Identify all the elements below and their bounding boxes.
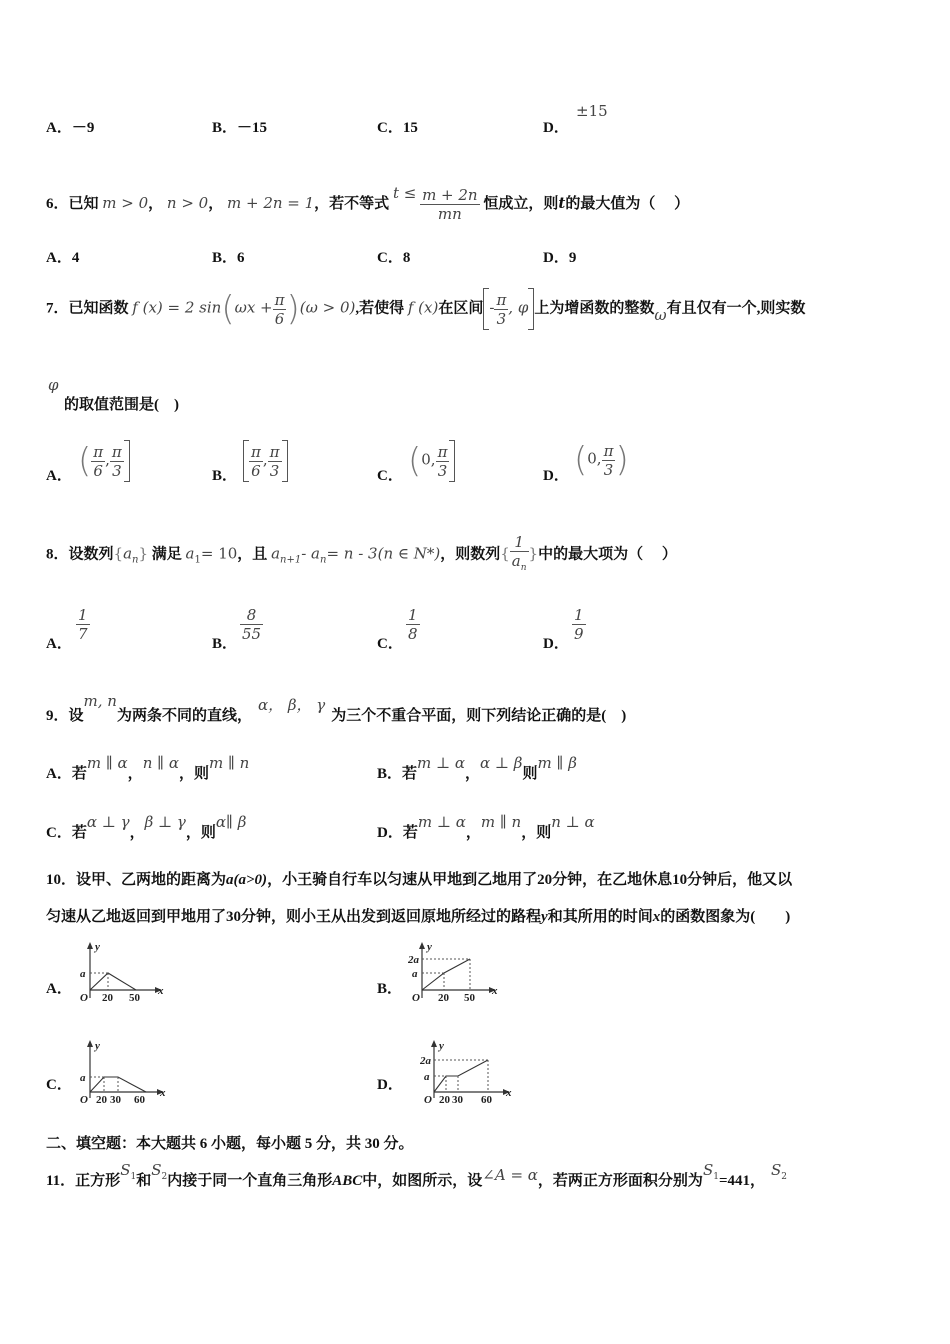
q10-x: x bbox=[652, 909, 661, 925]
q10-line1 bbox=[46, 868, 792, 889]
q10-d-t20: 20 bbox=[439, 1094, 450, 1105]
q10-l1d: 分钟后，他又以 bbox=[687, 872, 793, 888]
q9-b-comma: ， bbox=[465, 766, 481, 782]
q7-f-left: f (x) = 2 sin bbox=[132, 298, 222, 317]
q8-an-sub: n bbox=[132, 554, 139, 566]
q10-d-t30: 30 bbox=[452, 1094, 463, 1105]
q7-b-n2: π bbox=[269, 442, 280, 461]
q9-mn: m, n bbox=[83, 692, 117, 710]
q5-option-d: D． bbox=[543, 120, 569, 136]
q7-option-c-label: C． bbox=[377, 468, 403, 484]
q8-option-d bbox=[572, 606, 586, 643]
q9-c-then: ，则 bbox=[185, 825, 216, 841]
q9-b1: m ⊥ α bbox=[417, 754, 466, 772]
q8-prefix: 8．设数列 bbox=[46, 546, 114, 563]
q8-option-a bbox=[76, 606, 90, 643]
q6-prefix: 6．已知 bbox=[46, 195, 99, 212]
q11-angle: ∠A = α bbox=[482, 1166, 538, 1184]
q10-t3: 30 bbox=[226, 909, 242, 925]
q7-d-n: π bbox=[603, 441, 614, 460]
q7-a-frac2 bbox=[110, 443, 124, 480]
q6-suffix-b: 的最大值为（ ） bbox=[565, 195, 690, 212]
q7-option-d: (0, $\frac{\pi}{3}$ ) bbox=[574, 440, 629, 480]
q5-option-a: A．－9 bbox=[46, 120, 95, 136]
q6-num: m + 2n bbox=[422, 186, 478, 204]
q11-mid3: ，若两正方形面积分别为 bbox=[537, 1173, 703, 1189]
q10-c-a: a bbox=[80, 1072, 86, 1084]
q7-b-frac1 bbox=[249, 443, 263, 480]
q7-neg: - bbox=[489, 298, 495, 317]
q7-c-frac bbox=[436, 443, 450, 480]
q9-d3: n ⊥ α bbox=[551, 813, 595, 831]
q7-wx: ωx + bbox=[234, 298, 273, 317]
q9-b2: α ⊥ β bbox=[480, 754, 523, 772]
q10-d-xlabel: x bbox=[506, 1087, 512, 1099]
q9-planes: α， β， γ bbox=[257, 696, 326, 714]
q8-a-d: 7 bbox=[78, 625, 88, 643]
q7-a-d2: 3 bbox=[112, 461, 122, 480]
q10-b-a: a bbox=[412, 968, 418, 980]
q7-mid3: 上为增函数的整数 bbox=[534, 300, 655, 317]
q10-l1c: 分钟，在乙地休息 bbox=[552, 872, 673, 888]
q10-b-ylabel: y bbox=[427, 941, 432, 953]
q10-b-t20: 20 bbox=[438, 992, 449, 1004]
q7-cond: (ω > 0) bbox=[299, 298, 356, 317]
q7-d-frac bbox=[602, 442, 616, 479]
q7-pi-over-3 bbox=[494, 291, 508, 328]
q11-and: 和 bbox=[136, 1173, 152, 1189]
q7-a-frac1 bbox=[91, 443, 105, 480]
q9-mid1: 为两条不同的直线， bbox=[116, 708, 252, 724]
q10-graph-d bbox=[420, 1040, 520, 1105]
q11-s1: S bbox=[120, 1161, 131, 1179]
q7-option-b-label: B． bbox=[212, 468, 238, 484]
q8-rec-cond: (n ∈ N*) bbox=[377, 544, 441, 563]
q10-c-t30: 30 bbox=[110, 1094, 121, 1105]
q8-option-d-label: D． bbox=[543, 636, 569, 652]
q7-a-n1: π bbox=[93, 442, 104, 461]
q9-c2: β ⊥ γ bbox=[144, 813, 186, 831]
q10-y: y bbox=[541, 909, 548, 925]
q6-option-c: C．8 bbox=[377, 250, 411, 266]
q11-prefix: 11．正方形 bbox=[46, 1173, 121, 1189]
q10-l2c: 和其所用的时间 bbox=[547, 909, 653, 925]
q5-option-c: C．15 bbox=[377, 120, 418, 136]
q9-c1: α ⊥ γ bbox=[86, 813, 130, 831]
q9-b3: m ∥ β bbox=[537, 754, 577, 772]
q7-d-d: 3 bbox=[603, 460, 614, 479]
q7-mid4: 有且仅有一个,则实数 bbox=[666, 300, 806, 317]
q9-d-label: D．若 bbox=[377, 825, 418, 841]
q7-omega: ω bbox=[654, 306, 667, 325]
q10-a-t20: 20 bbox=[102, 992, 113, 1004]
q8-mid3: ，则数列 bbox=[440, 546, 501, 563]
q7-option-c: (0, $\frac{\pi}{3}$ bbox=[408, 440, 455, 482]
q10-a-o: O bbox=[80, 992, 88, 1004]
q10-c-t60: 60 bbox=[134, 1094, 145, 1105]
q7-pi-over-6 bbox=[273, 291, 287, 328]
q6-cond3: m + 2n = 1 bbox=[226, 193, 315, 212]
q8-rec: a bbox=[271, 544, 281, 563]
q5-option-d-math: ±15 bbox=[576, 102, 608, 120]
q8-option-a-label: A． bbox=[46, 636, 72, 652]
q11-s2-b-sub: 2 bbox=[781, 1172, 788, 1182]
q9-a1: m ∥ α bbox=[86, 754, 128, 772]
q7-line2: 的取值范围是( ) bbox=[64, 397, 179, 413]
q9-a3: m ∥ n bbox=[208, 754, 250, 772]
q11-s2-b: S bbox=[771, 1161, 782, 1179]
q10-a-ylabel: y bbox=[95, 941, 100, 953]
q6-den: mn bbox=[437, 205, 462, 223]
q7-c-n: π bbox=[437, 442, 448, 461]
q7-phi-symbol: φ bbox=[48, 376, 59, 394]
q8-rec-sub: n+1 bbox=[280, 554, 302, 566]
q7-mid1: ,若使得 bbox=[355, 300, 405, 317]
q10-b-2a: 2a bbox=[408, 954, 419, 966]
q8-bn: 1 bbox=[510, 533, 529, 552]
q8-a1-sub: 1 bbox=[194, 554, 201, 566]
q9-mid2: 为三个不重合平面，则下列结论正确的是( ) bbox=[331, 708, 627, 724]
q8-rec-mid: - a bbox=[301, 544, 320, 563]
q6-cond1: m > 0 bbox=[102, 193, 149, 212]
q7-option-b: $\frac{\pi}{6}$ , $\frac{\pi}{3}$ bbox=[243, 440, 288, 482]
q10-graph-c bbox=[76, 1040, 176, 1105]
q9-a2: n ∥ α bbox=[142, 754, 179, 772]
q7-c-zero: 0, bbox=[421, 450, 436, 469]
q8-c-n: 1 bbox=[408, 606, 418, 624]
q10-option-b-label: B． bbox=[377, 981, 403, 997]
q10-line2 bbox=[46, 905, 790, 926]
q10-l2d: 的函数图象为( ) bbox=[660, 909, 791, 925]
q8-d-n: 1 bbox=[574, 606, 584, 624]
q9-c-comma: ， bbox=[129, 825, 145, 841]
q10-l2a: 匀速从乙地返回到甲地用了 bbox=[46, 909, 227, 925]
q10-l1a: 10．设甲、乙两地的距离为 bbox=[46, 872, 227, 888]
q7-three: 3 bbox=[496, 309, 507, 328]
q6-stem bbox=[46, 183, 690, 223]
q10-d-o: O bbox=[424, 1094, 432, 1105]
q10-l1b: ，小王骑自行车以匀速从甲地到乙地用了 bbox=[267, 872, 538, 888]
q10-option-d-label: D． bbox=[377, 1077, 403, 1093]
q9-option-d bbox=[377, 813, 595, 842]
q8-mid2: ，且 bbox=[237, 546, 268, 563]
q10-t1: 20 bbox=[537, 872, 553, 888]
q9-option-b bbox=[377, 754, 577, 783]
q7-option-a-label: A． bbox=[46, 468, 72, 484]
q10-t2: 10 bbox=[672, 872, 688, 888]
q7-a-n2: π bbox=[111, 442, 122, 461]
q7-option-a: ( $\frac{\pi}{6}$ , $\frac{\pi}{3}$ bbox=[78, 440, 130, 482]
q7-pi-2: π bbox=[496, 290, 507, 309]
q9-option-c bbox=[46, 813, 247, 842]
q9-d1: m ⊥ α bbox=[417, 813, 466, 831]
q10-a-t50: 50 bbox=[129, 992, 140, 1004]
q9-c3: α∥ β bbox=[215, 813, 247, 831]
q11-s2: S bbox=[151, 1161, 162, 1179]
q7-pi: π bbox=[274, 290, 285, 309]
q9-d-then: ，则 bbox=[521, 825, 552, 841]
q7-b-frac2 bbox=[268, 443, 282, 480]
q11-stem bbox=[46, 1161, 788, 1192]
q10-c-ylabel: y bbox=[95, 1040, 100, 1052]
q8-bd: a bbox=[511, 552, 521, 570]
q10-l2b: 分钟，则小王从出发到返回原地所经过的路程 bbox=[241, 909, 542, 925]
q8-stem: 8．设数列$\{a_n\}$ 满足 $a_1= 10$，且 $a_{n+1}-$ $a_n= n - 3(n$ ∈ N*)，则数列{ $\frac{1}{a_n}$ }中的最大项为（ ） bbox=[46, 533, 677, 577]
q7-option-d-label: D． bbox=[543, 468, 569, 484]
q6-t: t bbox=[558, 193, 566, 212]
q11-s1-b: S bbox=[702, 1161, 714, 1179]
q8-mid1: 满足 bbox=[151, 546, 182, 563]
q8-d-d: 9 bbox=[574, 625, 584, 643]
q9-b-then: 则 bbox=[522, 766, 538, 782]
q9-a-comma: ， bbox=[127, 766, 143, 782]
q10-d-2a: 2a bbox=[420, 1055, 431, 1067]
q8-a1-val: = 10 bbox=[200, 544, 238, 563]
q7-d-zero: 0, bbox=[587, 449, 602, 468]
q7-b-d2: 3 bbox=[269, 461, 280, 480]
q8-option-b-label: B． bbox=[212, 636, 238, 652]
q8-suffix: 中的最大项为（ ） bbox=[538, 546, 677, 563]
q6-sep1: ， bbox=[148, 195, 164, 212]
q10-b-t50: 50 bbox=[464, 992, 475, 1004]
q8-a1: a bbox=[185, 544, 195, 563]
q8-b-d: 55 bbox=[242, 625, 262, 643]
q8-rec-val: = n - 3 bbox=[326, 544, 378, 563]
q10-option-a-label: A． bbox=[46, 981, 72, 997]
q9-c-label: C．若 bbox=[46, 825, 87, 841]
q10-b-o: O bbox=[412, 992, 420, 1004]
q7-a-d1: 6 bbox=[93, 461, 103, 480]
q6-option-b: B．6 bbox=[212, 250, 245, 266]
q11-s1-b-sub: 1 bbox=[713, 1172, 719, 1182]
q7-mid2: 在区间 bbox=[438, 300, 484, 317]
q7-prefix: 7．已知函数 bbox=[46, 300, 129, 317]
q7-b-n1: π bbox=[251, 442, 261, 461]
q8-c-d: 8 bbox=[408, 625, 418, 643]
q9-a-then: ，则 bbox=[178, 766, 209, 782]
q11-mid2: 中，如图所示，设 bbox=[362, 1173, 483, 1189]
q10-a-a: a bbox=[80, 968, 86, 980]
q8-an: a bbox=[123, 544, 133, 563]
q6-t-le: t ≤ bbox=[392, 183, 417, 202]
q8-option-b bbox=[240, 606, 263, 643]
q7-six: 6 bbox=[274, 309, 285, 328]
q10-a-expr: a(a>0) bbox=[226, 872, 268, 888]
q10-b-xlabel: x bbox=[492, 985, 498, 997]
q6-sep2: ， bbox=[208, 195, 224, 212]
q8-option-c-label: C． bbox=[377, 636, 403, 652]
q9-d-comma: ， bbox=[465, 825, 481, 841]
q8-a-n: 1 bbox=[78, 606, 88, 624]
q6-suffix-a: 恒成立，则 bbox=[483, 195, 559, 212]
section-2-heading: 二、填空题：本大题共 6 小题，每小题 5 分，共 30 分。 bbox=[46, 1136, 414, 1152]
q7-phi: , φ bbox=[508, 298, 529, 317]
q7-c-d: 3 bbox=[437, 461, 448, 480]
q11-mid1: 内接于同一个直角三角形 bbox=[167, 1173, 333, 1189]
q8-option-c bbox=[406, 606, 420, 643]
q6-cond2: n > 0 bbox=[166, 193, 209, 212]
q9-option-a bbox=[46, 754, 250, 783]
q10-c-t20: 20 bbox=[96, 1094, 107, 1105]
q8-rec-sub2: n bbox=[319, 554, 327, 566]
q8-b-n: 8 bbox=[240, 606, 263, 625]
q8-frac bbox=[510, 533, 529, 577]
q9-d2: m ∥ n bbox=[480, 813, 522, 831]
q8-bd-sub: n bbox=[520, 563, 527, 573]
q9-prefix: 9．设 bbox=[46, 708, 84, 724]
q10-graph-a bbox=[76, 940, 176, 1005]
q10-d-a: a bbox=[424, 1071, 430, 1083]
q11-val: =441， bbox=[718, 1173, 766, 1189]
q10-c-o: O bbox=[80, 1094, 88, 1105]
q11-abc: ABC bbox=[332, 1173, 363, 1189]
q10-d-t60: 60 bbox=[481, 1094, 492, 1105]
q9-a-label: A．若 bbox=[46, 766, 87, 782]
q7-fx: f (x) bbox=[407, 298, 439, 317]
q6-option-a: A．4 bbox=[46, 250, 80, 266]
q6-option-d: D．9 bbox=[543, 250, 577, 266]
q10-c-xlabel: x bbox=[160, 1087, 166, 1099]
q10-d-ylabel: y bbox=[439, 1040, 444, 1052]
q11-s2-sub: 2 bbox=[161, 1172, 168, 1182]
q6-mid: ，若不等式 bbox=[314, 195, 390, 212]
q7-b-d1: 6 bbox=[251, 461, 261, 480]
q9-b-label: B．若 bbox=[377, 766, 418, 782]
q6-fraction bbox=[420, 186, 480, 223]
q9-stem bbox=[46, 692, 627, 725]
q10-a-xlabel: x bbox=[158, 985, 164, 997]
q11-s1-sub: 1 bbox=[130, 1172, 137, 1182]
q10-graph-b bbox=[408, 940, 508, 1005]
q10-option-c-label: C． bbox=[46, 1077, 72, 1093]
q5-option-b: B．－15 bbox=[212, 120, 268, 136]
q7-stem: 7．已知函数 f (x) = 2 sin(ωx + $\frac{\pi}{6}$ )(ω > 0),若使得 f (x)在区间 - $\frac{\pi}{3}$ , φ 上为增函数的整数ω有且仅有一个,则实数 bbox=[46, 289, 806, 329]
